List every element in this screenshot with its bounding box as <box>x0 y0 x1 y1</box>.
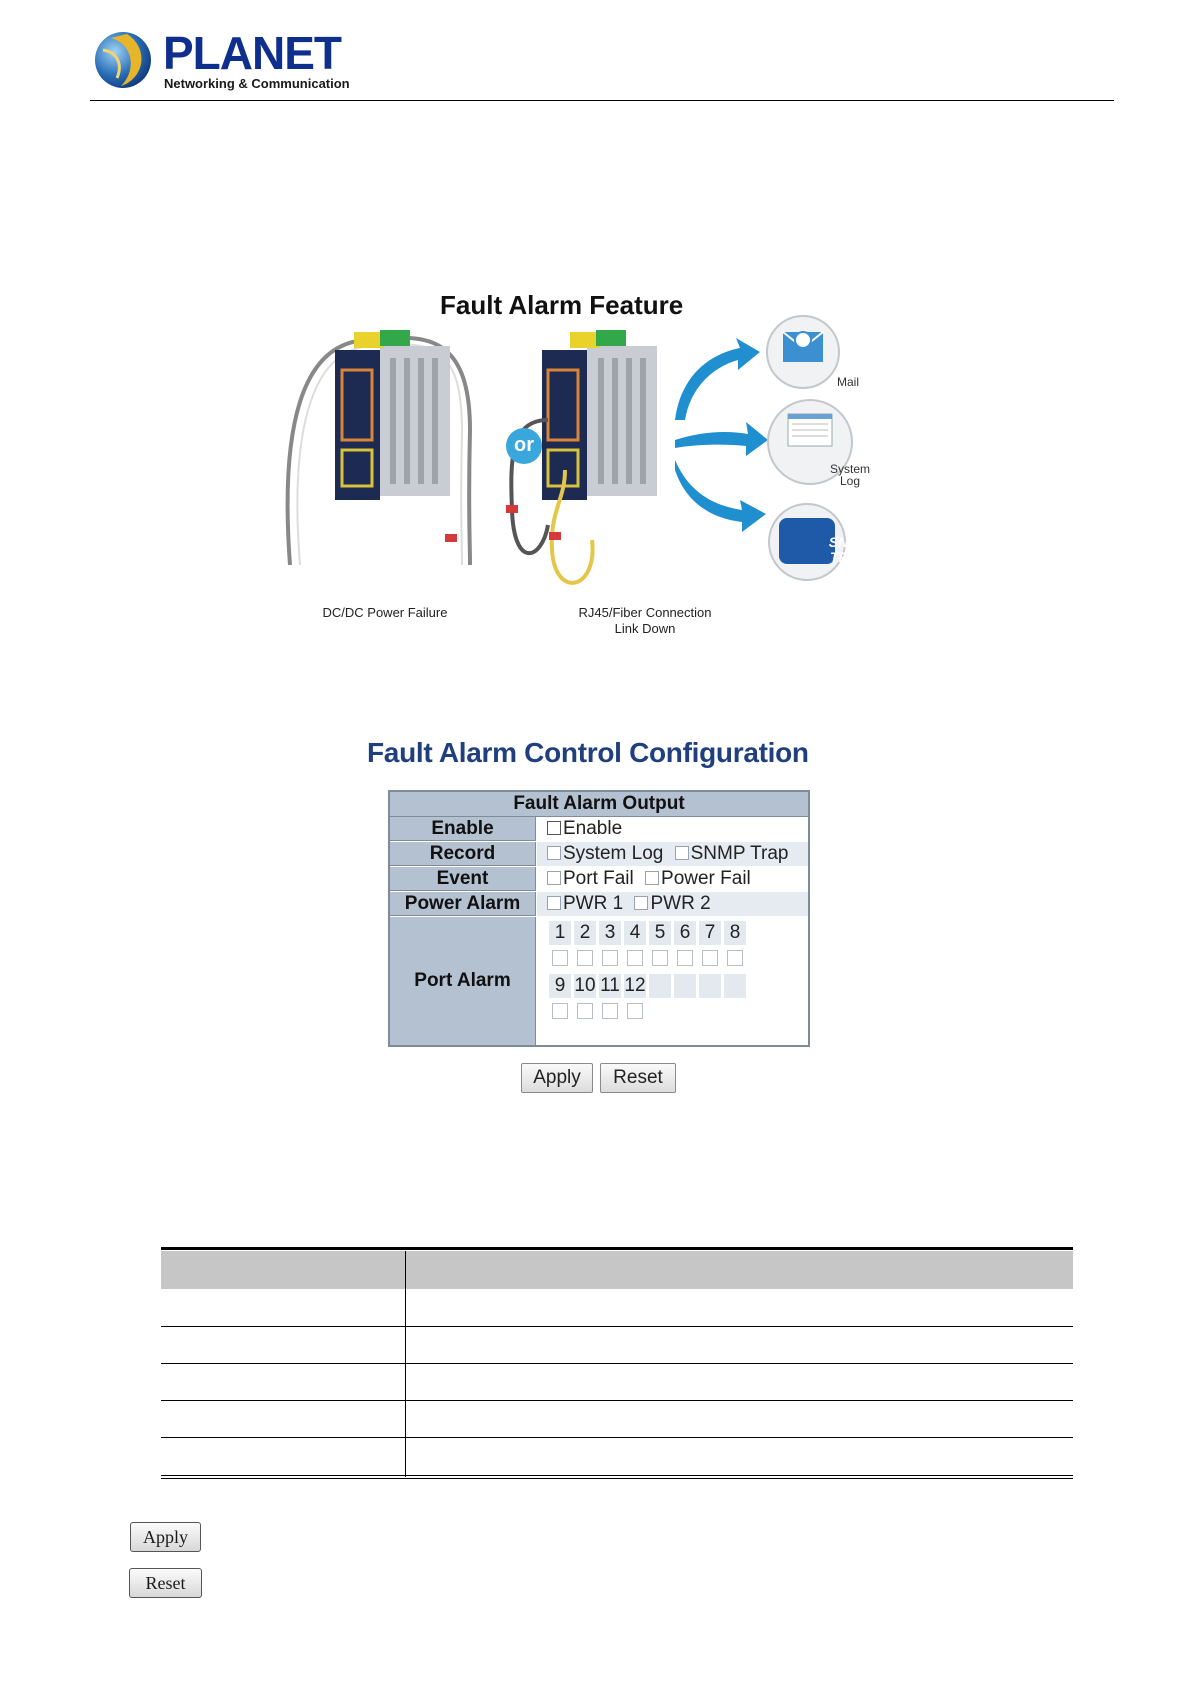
table-row <box>161 1400 1073 1438</box>
snmp-trap-option-label: SNMP Trap <box>690 843 789 864</box>
port-number: 1 <box>549 921 571 945</box>
port-number: 5 <box>649 921 671 945</box>
switch-left <box>288 330 470 565</box>
pwr1-checkbox[interactable] <box>547 896 561 910</box>
port-fail-option-label: Port Fail <box>563 868 634 889</box>
mail-label: Mail <box>836 375 859 389</box>
header-divider <box>90 100 1114 101</box>
port-10-checkbox[interactable] <box>577 1003 593 1019</box>
config-title: Fault Alarm Control Configuration <box>367 737 809 768</box>
port-number: 10 <box>574 975 596 996</box>
system-log-checkbox[interactable] <box>547 846 561 860</box>
power-alarm-row <box>537 892 808 916</box>
apply-button-reference[interactable]: Apply <box>130 1522 201 1552</box>
snmp-trap-checkbox[interactable] <box>675 846 689 860</box>
record-row <box>537 842 808 866</box>
power-fail-checkbox[interactable] <box>645 871 659 885</box>
enable-option-label: Enable <box>563 818 623 839</box>
port-fail-checkbox[interactable] <box>547 871 561 885</box>
port-11-checkbox[interactable] <box>602 1003 618 1019</box>
table-row <box>161 1363 1073 1401</box>
port-number: 9 <box>549 974 571 998</box>
table-column-divider <box>405 1251 406 1477</box>
syslog-label: System Log <box>829 462 870 488</box>
table-row <box>161 1289 1073 1327</box>
port-3-checkbox[interactable] <box>602 950 618 966</box>
figure-title: Fault Alarm Feature <box>440 290 684 320</box>
system-log-option-label: System Log <box>563 843 664 864</box>
port-alarm-label: Port Alarm <box>390 917 536 1045</box>
caption-link-down: RJ45/Fiber Connection Link Down <box>578 605 712 636</box>
port-12-checkbox[interactable] <box>627 1003 643 1019</box>
alarm-arrows <box>675 338 768 532</box>
port-number: 11 <box>600 975 620 996</box>
record-label: Record <box>390 842 536 866</box>
port-empty-cell <box>699 974 721 998</box>
table-header-row <box>161 1251 1073 1289</box>
table-top-rule <box>161 1247 1073 1250</box>
port-empty-cell <box>674 974 696 998</box>
pwr1-option-label: PWR 1 <box>563 893 624 914</box>
globe-icon <box>93 30 153 90</box>
apply-button[interactable]: Apply <box>521 1063 593 1093</box>
fault-alarm-config-table <box>388 790 810 1047</box>
port-empty-cell <box>649 974 671 998</box>
reset-button[interactable]: Reset <box>600 1063 676 1093</box>
brand-name: PLANET <box>163 27 341 79</box>
event-row <box>537 867 808 891</box>
port-9-checkbox[interactable] <box>552 1003 568 1019</box>
port-alarm-grid <box>537 917 808 1045</box>
port-7-checkbox[interactable] <box>702 950 718 966</box>
reset-button-reference[interactable]: Reset <box>129 1568 202 1598</box>
port-number: 8 <box>724 921 746 945</box>
table-header: Fault Alarm Output <box>390 792 808 817</box>
port-5-checkbox[interactable] <box>652 950 668 966</box>
port-4-checkbox[interactable] <box>627 950 643 966</box>
or-badge: or <box>506 428 542 464</box>
table-row <box>161 1437 1073 1474</box>
table-row <box>161 1326 1073 1364</box>
enable-label: Enable <box>390 817 536 841</box>
port-number: 7 <box>699 921 721 945</box>
caption-power-failure: DC/DC Power Failure <box>322 605 448 620</box>
snmp-label: SNMP TRAP <box>828 534 870 565</box>
port-number: 3 <box>599 921 621 945</box>
pwr2-checkbox[interactable] <box>634 896 648 910</box>
enable-checkbox[interactable] <box>547 821 561 835</box>
port-number: 12 <box>624 975 646 996</box>
port-2-checkbox[interactable] <box>577 950 593 966</box>
port-empty-cell <box>724 974 746 998</box>
port-8-checkbox[interactable] <box>727 950 743 966</box>
pwr2-option-label: PWR 2 <box>650 893 711 914</box>
port-number: 4 <box>624 921 646 945</box>
port-number: 6 <box>674 921 696 945</box>
event-label: Event <box>390 867 536 891</box>
brand-tagline: Networking & Communication <box>164 76 350 91</box>
port-6-checkbox[interactable] <box>677 950 693 966</box>
planet-logo <box>93 28 353 98</box>
table-bottom-rule <box>161 1475 1073 1479</box>
power-fail-option-label: Power Fail <box>661 868 751 889</box>
enable-row <box>537 817 808 841</box>
port-number: 2 <box>574 921 596 945</box>
port-1-checkbox[interactable] <box>552 950 568 966</box>
power-alarm-label: Power Alarm <box>390 892 536 916</box>
